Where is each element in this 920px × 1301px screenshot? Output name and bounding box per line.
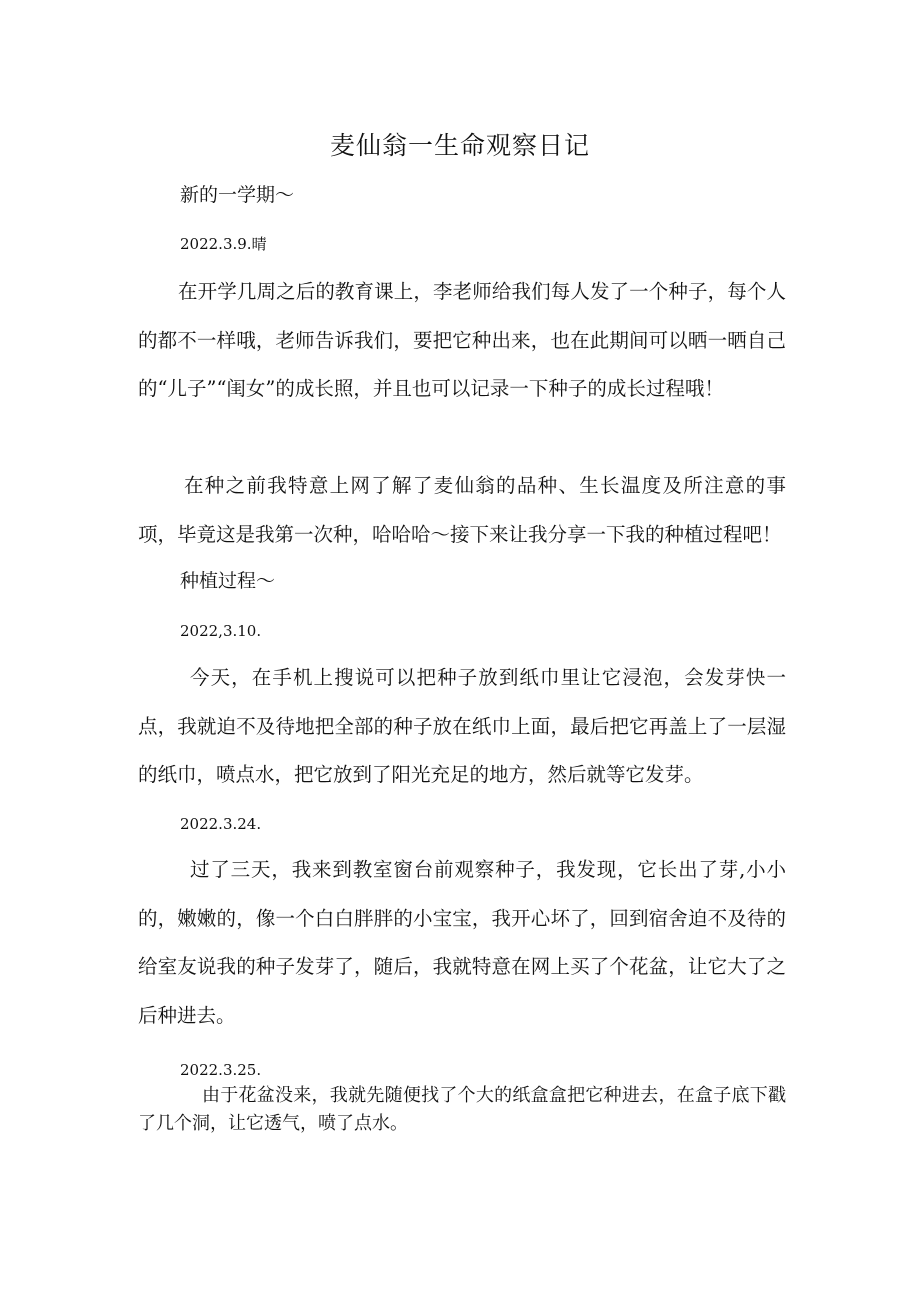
entry-paragraph: 过了三天，我来到教室窗台前观察种子，我发现，它长出了芽,小小的，嫩嫩的，像一个白白胖胖的小宝宝，我开心坏了，回到宿舍迫不及待的给室友说我的种子发芽了，随后，我就特意在网上买了个花盆，让它大了之后种进去。: [138, 858, 786, 1027]
entry-date: 2022,3.10.: [180, 622, 262, 640]
document-title: 麦仙翁一生命观察日记: [329, 131, 590, 160]
section-heading-new-semester: 新的一学期～: [180, 184, 295, 206]
entry-paragraph: 今天，在手机上搜说可以把种子放到纸巾里让它浸泡，会发芽快一点，我就迫不及待地把全部的种子放在纸巾上面，最后把它再盖上了一层湿的纸巾，喷点水，把它放到了阳光充足的地方，然后就等它发芽。: [138, 666, 786, 786]
section-heading-planting-process: 种植过程～: [180, 570, 276, 592]
entry-date: 2022.3.24.: [180, 815, 262, 833]
entry-paragraph: 在开学几周之后的教育课上，李老师给我们每人发了一个种子，每个人的都不一样哦，老师告诉我们，要把它种出来，也在此期间可以晒一晒自己的“儿子”“闺女”的成长照，并且也可以记录一下种子的成长过程哦！: [138, 280, 786, 400]
entry-paragraph: 由于花盆没来，我就先随便找了个大的纸盒盒把它种进去，在盒子底下戳了几个洞，让它透气，喷了点水。: [138, 1085, 786, 1134]
entry-paragraph: 在种之前我特意上网了解了麦仙翁的品种、生长温度及所注意的事项，毕竟这是我第一次种，哈哈哈～接下来让我分享一下我的种植过程吧！: [138, 474, 786, 546]
entry-date: 2022.3.9.晴: [180, 235, 267, 253]
entry-date: 2022.3.25.: [180, 1061, 262, 1079]
